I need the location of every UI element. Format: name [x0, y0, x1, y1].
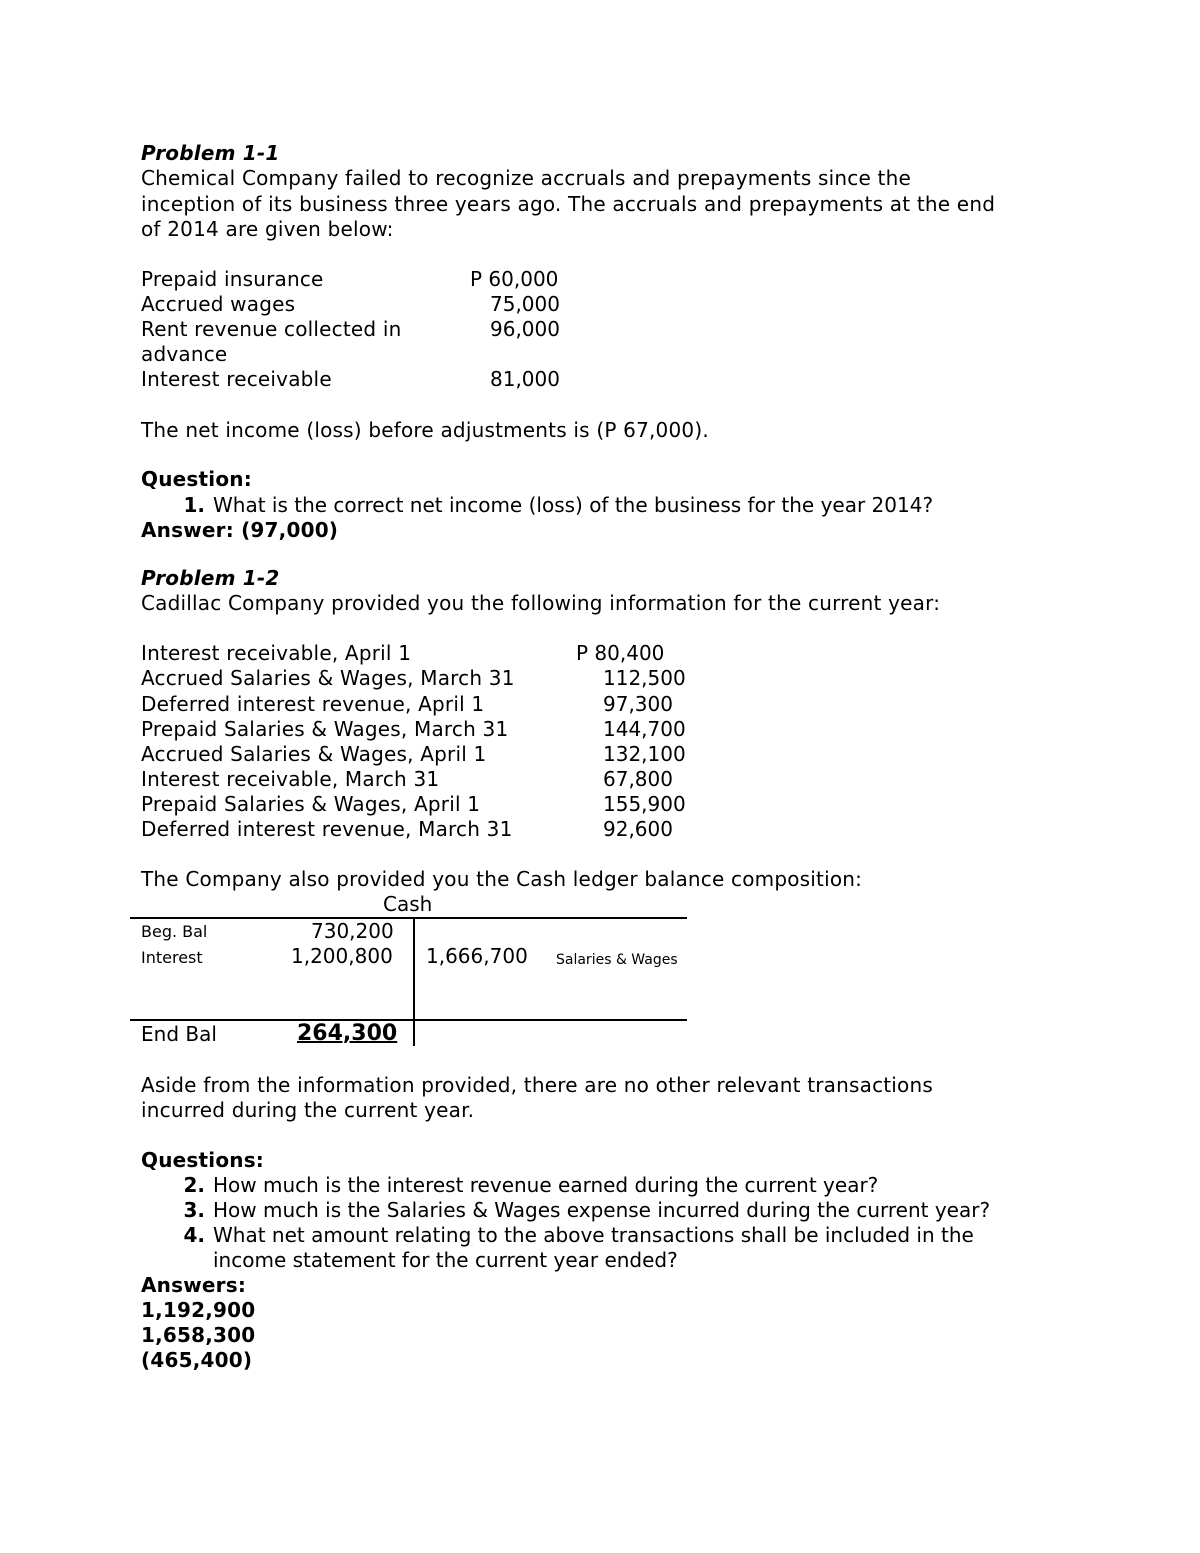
item-label: Accrued wages: [141, 292, 296, 316]
item-label: Interest receivable, March 31: [141, 767, 440, 791]
t-account-title: Cash: [383, 892, 433, 916]
question-text: How much is the Salaries & Wages expense incurred during the current year?: [213, 1198, 991, 1222]
t-account-end-amount: 264,300: [297, 1021, 398, 1046]
item-amount: P 60,000: [470, 267, 559, 291]
item-label: Deferred interest revenue, March 31: [141, 817, 513, 841]
question-item: [177, 1198, 990, 1223]
answer-value: 1,192,900: [141, 1298, 256, 1322]
t-account-end-label: End Bal: [141, 1022, 217, 1046]
item-label: Accrued Salaries & Wages, April 1: [141, 742, 487, 766]
problem-1-intro-line: inception of its business three years ago. The accruals and prepayments at the end: [141, 192, 996, 216]
item-label: Deferred interest revenue, April 1: [141, 692, 485, 716]
question-item: [177, 1223, 974, 1248]
question-number: 3.: [183, 1198, 205, 1222]
item-label: Interest receivable: [141, 367, 332, 391]
t-account-debit-label: Beg. Bal: [141, 922, 208, 941]
item-label: Prepaid Salaries & Wages, March 31: [141, 717, 509, 741]
t-account-credit-label: Salaries & Wages: [556, 952, 678, 968]
cash-ledger-intro: The Company also provided you the Cash ledger balance composition:: [141, 867, 863, 891]
answers-heading: Answers:: [141, 1273, 247, 1297]
answer-value: (465,400): [141, 1348, 253, 1372]
t-account-debit-label: Interest: [141, 948, 203, 967]
item-amount: 75,000: [490, 292, 560, 316]
item-amount: 112,500: [603, 666, 686, 690]
question-text: How much is the interest revenue earned during the current year?: [213, 1173, 879, 1197]
item-amount: 96,000: [490, 317, 560, 341]
question-text: What net amount relating to the above transactions shall be included in the: [213, 1223, 974, 1247]
item-amount: 92,600: [603, 817, 673, 841]
question-item: [177, 493, 933, 518]
problem-1-title: Problem 1-1: [141, 141, 280, 165]
question-heading: Question:: [141, 467, 252, 491]
item-amount: 97,300: [603, 692, 673, 716]
item-amount: 67,800: [603, 767, 673, 791]
question-number: 4.: [183, 1223, 205, 1247]
t-account-debit-amount: 730,200: [311, 919, 394, 943]
t-account-top-rule: [130, 917, 687, 919]
item-amount: P 80,400: [576, 641, 665, 665]
item-amount: 132,100: [603, 742, 686, 766]
questions-heading: Questions:: [141, 1148, 265, 1172]
t-account-bottom-rule: [130, 1019, 687, 1021]
question-item: [177, 1173, 878, 1198]
aside-text-line: incurred during the current year.: [141, 1098, 475, 1122]
problem-2-title: Problem 1-2: [141, 566, 280, 590]
problem-1-intro-line: Chemical Company failed to recognize accruals and prepayments since the: [141, 166, 911, 190]
item-amount: 144,700: [603, 717, 686, 741]
question-text: What is the correct net income (loss) of the business for the year 2014?: [213, 493, 934, 517]
net-income-text: The net income (loss) before adjustments is (P 67,000).: [141, 418, 709, 442]
item-label: Accrued Salaries & Wages, March 31: [141, 666, 515, 690]
problem-2-intro: Cadillac Company provided you the following information for the current year:: [141, 591, 941, 615]
item-amount: 155,900: [603, 792, 686, 816]
problem-1-intro-line: of 2014 are given below:: [141, 217, 394, 241]
item-label: Prepaid insurance: [141, 267, 324, 291]
question-number: 2.: [183, 1173, 205, 1197]
item-label: Prepaid Salaries & Wages, April 1: [141, 792, 481, 816]
item-amount: 81,000: [490, 367, 560, 391]
answer-value: 1,658,300: [141, 1323, 256, 1347]
t-account-credit-amount: 1,666,700: [426, 944, 528, 968]
item-label: Interest receivable, April 1: [141, 641, 412, 665]
question-text-continued: income statement for the current year ended?: [213, 1248, 678, 1272]
item-label-continued: advance: [141, 342, 228, 366]
answer-text: Answer: (97,000): [141, 518, 339, 542]
aside-text-line: Aside from the information provided, there are no other relevant transactions: [141, 1073, 933, 1097]
t-account-center-rule: [413, 918, 415, 1046]
item-label: Rent revenue collected in: [141, 317, 402, 341]
question-number: 1.: [183, 493, 205, 517]
t-account-debit-amount: 1,200,800: [291, 944, 393, 968]
